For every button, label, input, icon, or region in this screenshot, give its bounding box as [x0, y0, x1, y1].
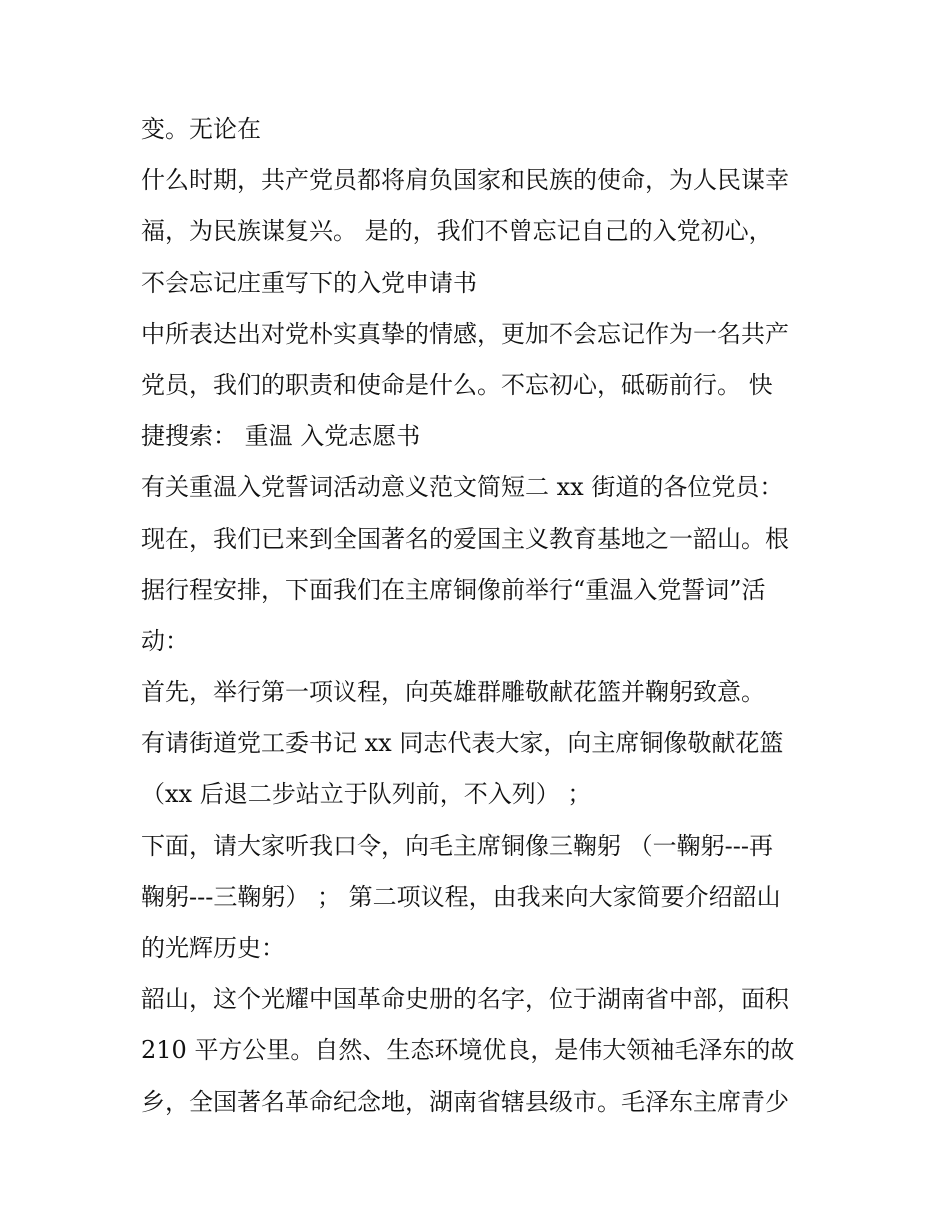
text-line: 福，为民族谋复兴。 是的，我们不曾忘记自己的入党初心， — [141, 217, 773, 246]
text-line: 党员，我们的职责和使命是什么。不忘初心，砥砺前行。 快 — [141, 370, 773, 399]
text-line: 韶山，这个光耀中国革命史册的名字，位于湖南省中部，面积 — [141, 985, 789, 1014]
text-line: 现在，我们已来到全国著名的爱国主义教育基地之一韶山。根 — [141, 524, 789, 553]
text-line: 有关重温入党誓词活动意义范文简短二 xx 街道的各位党员： — [141, 473, 784, 502]
text-line: 有请街道党工委书记 xx 同志代表大家，向主席铜像敬献花篮 — [141, 729, 784, 758]
text-line: 中所表达出对党朴实真挚的情感，更加不会忘记作为一名共产 — [141, 319, 789, 348]
text-line: 的光辉历史： — [141, 934, 285, 962]
text-line: 动： — [141, 626, 189, 655]
text-line: 不会忘记庄重写下的入党申请书 — [141, 268, 477, 297]
text-line: （xx 后退二步站立于队列前，不入列） ； — [141, 780, 592, 809]
text-line: 捷搜索： 重温 入党志愿书 — [141, 422, 421, 451]
text-line: 变。无论在 — [141, 115, 261, 143]
text-line: 210 平方公里。自然、生态环境优良，是伟大领袖毛泽东的故 — [141, 1036, 795, 1065]
text-line: 下面，请大家听我口令，向毛主席铜像三鞠躬 （一鞠躬---再 — [141, 831, 773, 860]
document-body — [141, 112, 831, 1136]
text-line: 什么时期，共产党员都将肩负国家和民族的使命，为人民谋幸 — [141, 166, 789, 195]
text-line: 据行程安排，下面我们在主席铜像前举行“重温入党誓词”活 — [141, 575, 766, 604]
text-line: 乡，全国著名革命纪念地，湖南省辖县级市。毛泽东主席青少 — [141, 1087, 789, 1116]
text-line: 首先，举行第一项议程，向英雄群雕敬献花篮并鞠躬致意。 — [141, 678, 765, 707]
text-line: 鞠躬---三鞠躬） ； 第二项议程，由我来向大家简要介绍韶山 — [141, 882, 781, 911]
